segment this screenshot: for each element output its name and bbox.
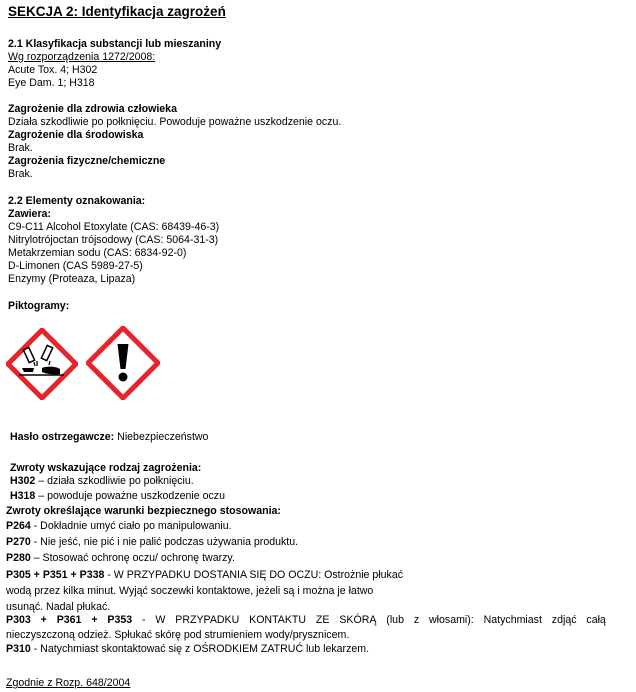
p-statement-word: P361 <box>56 614 82 626</box>
health-hazard-heading: Zagrożenie dla zdrowia człowieka <box>8 103 177 115</box>
p-statement-word: W <box>155 614 166 626</box>
p-statement-word: włosami): <box>429 614 474 626</box>
p-statement-continuation: nieczyszczoną odzież. Spłukać skórę pod strumieniem wody/prysznicem. <box>6 629 350 641</box>
classification-heading: 2.1 Klasyfikacja substancji lub mieszaniny <box>8 38 222 50</box>
contains-label: Zawiera: <box>8 208 51 220</box>
p-statement-code: P264 <box>6 520 31 532</box>
signal-word-label: Hasło ostrzegawcze: <box>10 431 115 443</box>
h-statement-text: – powoduje poważne uszkodzenie oczu <box>35 490 225 501</box>
classification-item: Eye Dam. 1; H318 <box>8 77 95 89</box>
p-statement-continuation: usunąć. Nadal płukać. <box>6 601 111 613</box>
regulation-footer: Zgodnie z Rozp. 648/2004 <box>6 677 131 689</box>
p-statement-text: - Dokładnie umyć ciało po manipulowaniu. <box>30 520 232 532</box>
p-statement-word: P303 <box>6 614 31 626</box>
p-statement-code: P305 + P351 + P338 <box>6 569 105 581</box>
h-statement-row <box>10 475 194 488</box>
p-statement-text: – Stosować ochronę oczu/ ochronę twarzy. <box>30 552 235 564</box>
p-statement-row <box>6 520 232 533</box>
p-statement-word: - <box>142 614 146 626</box>
p-statement-row <box>6 552 235 565</box>
p-statement-row <box>6 536 298 549</box>
labelling-heading: 2.2 Elementy oznakowania: <box>8 195 146 207</box>
p-statement-word: SKÓRĄ <box>339 614 377 626</box>
p-statement-word: + <box>40 614 47 626</box>
signal-word-row <box>10 431 208 444</box>
p-statement-word: zdjąć <box>551 614 577 626</box>
signal-word: Niebezpieczeństwo <box>114 431 209 443</box>
environment-hazard-heading: Zagrożenie dla środowiska <box>8 129 144 141</box>
environment-hazard-text: Brak. <box>8 142 33 154</box>
ingredient-item: Metakrzemian sodu (CAS: 6834-92-0) <box>8 247 187 259</box>
h-statement-row <box>10 490 225 501</box>
p-statement-word: PRZYPADKU <box>175 614 240 626</box>
ingredient-item: Enzymy (Proteaza, Lipaza) <box>8 273 136 285</box>
p-statement-row <box>6 569 403 582</box>
ingredient-item: D-Limonen (CAS 5989-27-5) <box>8 260 143 272</box>
exclamation-pictogram-icon <box>86 326 160 400</box>
p-statement-word: P353 <box>107 614 133 626</box>
p-statement-text: - W PRZYPADKU DOSTANIA SIĘ DO OCZU: Ostrożnie płukać <box>104 569 404 581</box>
regulation-reference: Wg rozporządzenia 1272/2008: <box>8 51 156 63</box>
p-statement-word: z <box>413 614 420 626</box>
p-statements-heading: Zwroty określające warunki bezpiecznego stosowania: <box>6 505 281 517</box>
p-statement-word: + <box>91 614 98 626</box>
section-title: SEKCJA 2: Identyfikacja zagrożeń <box>8 4 226 19</box>
pictograms-label: Piktogramy: <box>8 300 70 312</box>
corrosion-pictogram-icon <box>6 328 78 400</box>
p-statement-word: KONTAKTU <box>249 614 307 626</box>
ingredient-item: Nitrylotrójoctan trójsodowy (CAS: 5064-31-3) <box>8 234 219 246</box>
p-statement-text: - Natychmiast skontaktować się z OŚRODKIEM ZATRUĆ lub lekarzem. <box>30 643 370 655</box>
p-statement-code: P270 <box>6 536 31 548</box>
ingredient-item: C9-C11 Alcohol Etoxylate (CAS: 68439-46-3) <box>8 221 220 233</box>
physical-hazard-heading: Zagrożenia fizyczne/chemiczne <box>8 155 166 167</box>
physical-hazard-text: Brak. <box>8 168 33 180</box>
p-statement-text: - Nie jeść, nie pić i nie palić podczas używania produktu. <box>30 536 299 548</box>
h-statement-code: H302 <box>10 475 36 487</box>
p-statement-word: całą <box>586 614 606 626</box>
p-statement-code: P310 <box>6 643 31 655</box>
h-statement-text: – działa szkodliwie po połknięciu. <box>35 475 194 487</box>
p-statement-word: Natychmiast <box>483 614 542 626</box>
p-statement-word: ZE <box>315 614 330 626</box>
p-statement-continuation: wodą przez kilka minut. Wyjąć soczewki kontaktowe, jeżeli są i można je łatwo <box>6 585 374 597</box>
p-statement-code: P280 <box>6 552 31 564</box>
p-statement-row <box>6 643 369 656</box>
p-statement-row-justified <box>6 614 606 627</box>
health-hazard-text: Działa szkodliwie po połknięciu. Powoduje poważne uszkodzenie oczu. <box>8 116 342 128</box>
p-statement-word: (lub <box>386 614 404 626</box>
h-statement-code: H318 <box>10 490 36 501</box>
h-statements-heading: Zwroty wskazujące rodzaj zagrożenia: <box>10 462 202 474</box>
classification-item: Acute Tox. 4; H302 <box>8 64 98 76</box>
